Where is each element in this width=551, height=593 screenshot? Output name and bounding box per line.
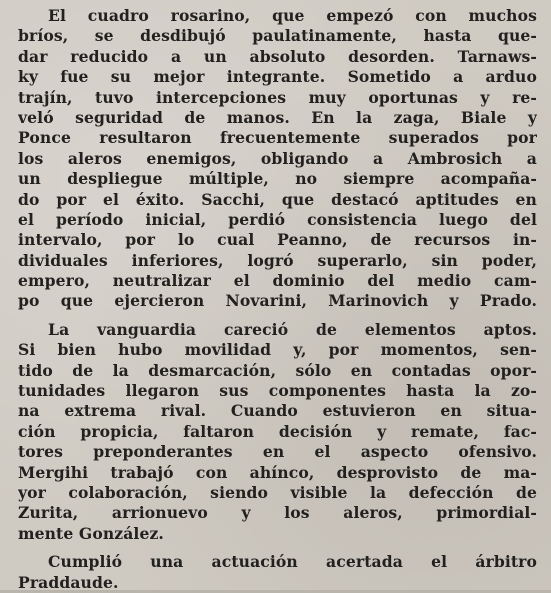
text-line: do por el éxito. Sacchi, que destacó aptitudes en	[18, 189, 537, 209]
text-line: Praddaude.	[18, 572, 119, 592]
text-line: ky fue su mejor integrante. Sometido a arduo	[18, 67, 537, 87]
paragraph-2	[18, 320, 537, 544]
text-line: intervalo, por lo cual Peanno, de recursos in-	[18, 230, 537, 250]
text-line: La vanguardia careció de elementos aptos.	[48, 319, 537, 339]
text-line: ción propicia, faltaron decisión y remate, fac-	[18, 421, 537, 441]
text-line: veló seguridad de manos. En la zaga, Biale y	[18, 107, 537, 127]
text-line: dar reducido a un absoluto desorden. Tarnaws-	[18, 46, 537, 66]
paragraph-1	[18, 6, 537, 312]
text-line: Zurita, arrionuevo y los aleros, primordial-	[18, 503, 537, 523]
text-line: tores preponderantes en el aspecto ofensivo.	[18, 442, 537, 462]
text-line: Ponce resultaron frecuentemente superados por	[18, 128, 537, 148]
text-line: un despliegue múltiple, no siempre acompaña-	[18, 169, 537, 189]
text-line: trajín, tuvo intercepciones muy oportunas y re-	[18, 87, 537, 107]
text-line: dividuales inferiores, logró superarlo, sin poder,	[18, 250, 537, 270]
text-line: tido de la desmarcación, sólo en contadas opor-	[18, 360, 537, 380]
text-line: yor colaboración, siendo visible la defección de	[18, 482, 537, 502]
text-line: mente González.	[18, 523, 164, 543]
text-line: po que ejercieron Novarini, Marinovich y Prado.	[18, 291, 537, 311]
text-line: empero, neutralizar el dominio del medio cam-	[18, 271, 537, 291]
text-line: El cuadro rosarino, que empezó con muchos	[48, 6, 537, 25]
paragraph-3	[18, 552, 537, 593]
text-line: na extrema rival. Cuando estuvieron en situa-	[18, 401, 537, 421]
text-line: Cumplió una actuación acertada el árbitro	[48, 552, 537, 572]
text-line: bríos, se desdibujó paulatinamente, hasta que-	[18, 26, 537, 46]
text-line: Mergihi trabajó con ahínco, desprovisto de ma-	[18, 462, 537, 482]
text-line: tunidades llegaron sus componentes hasta la zo-	[18, 381, 537, 401]
text-line: los aleros enemigos, obligando a Ambrosich a	[18, 148, 537, 168]
text-line: el período inicial, perdió consistencia luego del	[18, 209, 537, 229]
text-line: Si bien hubo movilidad y, por momentos, sen-	[18, 340, 537, 360]
